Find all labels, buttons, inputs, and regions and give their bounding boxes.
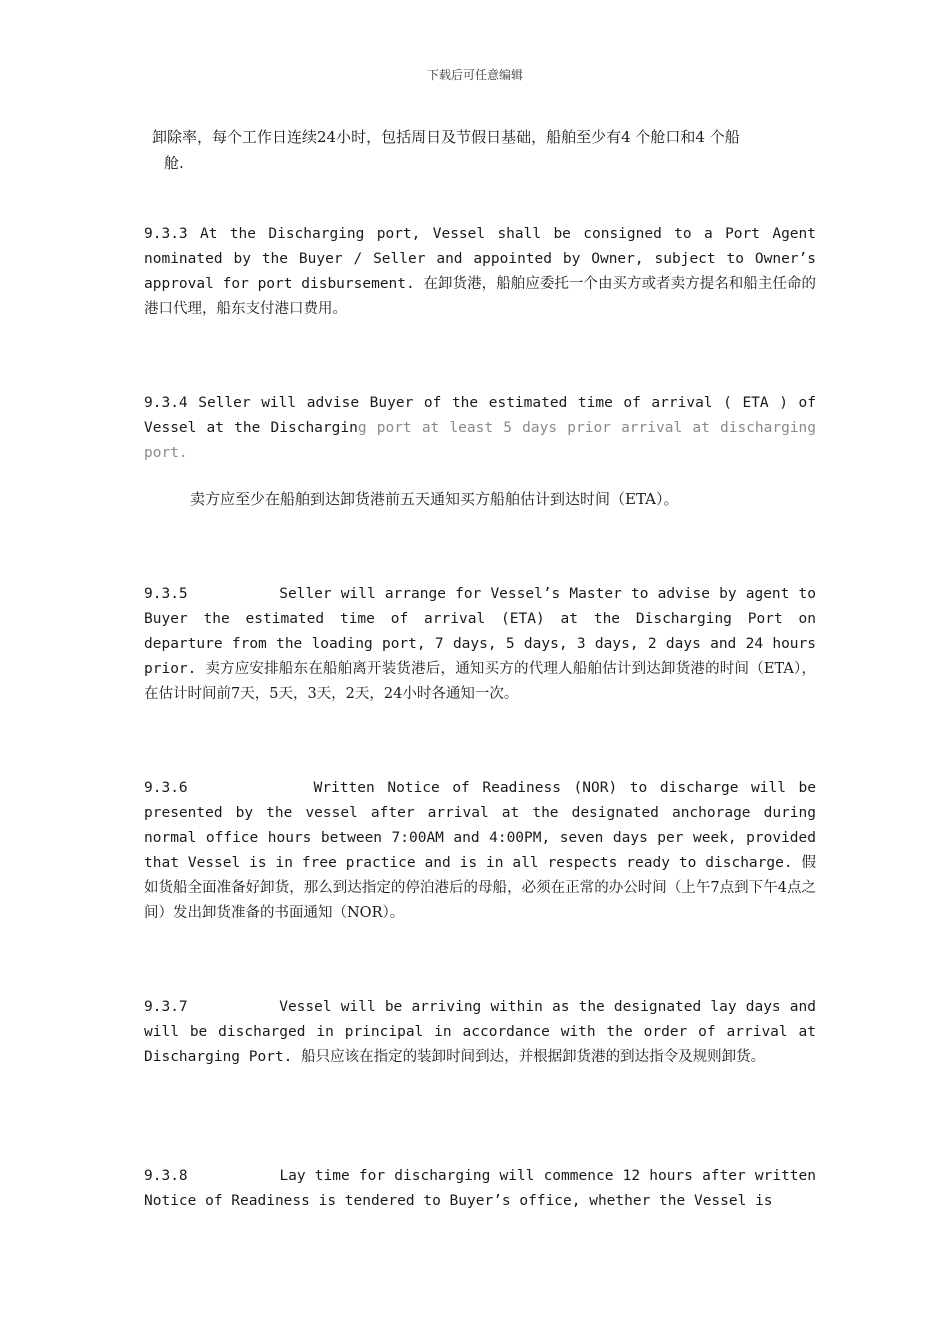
- intro-line-1: 卸除率，每个工作日连续24小时，包括周日及节假日基础，船舶至少有4 个舱口和4 个船: [152, 128, 740, 146]
- clause-number: 9.3.4: [144, 395, 188, 411]
- clause-number: 9.3.6: [144, 780, 188, 796]
- clause-text-cn: 船只应该在指定的装卸时间到达，并根据卸货港的到达指令及规则卸货。: [301, 1049, 766, 1065]
- clause-9-3-4-cn: 卖方应至少在船舶到达卸货港前五天通知买方船舶估计到达时间（ETA）。: [190, 490, 679, 508]
- page-header: 下载后可任意编辑: [426, 68, 523, 82]
- clause-9-3-4: [144, 391, 816, 466]
- clause-text-gray: g port at least 5 days prior arrival at discharging port.: [144, 420, 817, 461]
- clause-number: 9.3.5: [144, 586, 188, 602]
- clause-text-cn: 在卸货港，船舶应委托一个由买方或者卖方提名和船主任命的港口代理，船东支付港口费用。: [144, 276, 817, 317]
- intro-line-2: 舱.: [164, 154, 184, 172]
- clause-text: Vessel will be arriving within as the designated lay days and will be discharged in principal in accordance with the order of arrival at Discharging Port.: [144, 999, 825, 1065]
- intro-paragraph: [152, 124, 822, 176]
- clause-text: Lay time for discharging will commence 12 hours after written Notice of Readiness is tendered to Buyer’s office, whether the Vessel is: [144, 1168, 825, 1209]
- clause-number: 9.3.3: [144, 226, 188, 242]
- clause-9-3-3: [144, 222, 816, 322]
- clause-text-cn: 假如货船全面准备好卸货，那么到达指定的停泊港后的母船，必须在正常的办公时间（上午7点到下午4点之间）发出卸货准备的书面通知（NOR）。: [144, 855, 816, 921]
- clause-number: 9.3.7: [144, 999, 188, 1015]
- clause-9-3-6: [144, 776, 825, 926]
- clause-text: At the Discharging port, Vessel shall be consigned to a Port Agent nominated by the Buyer / Seller and appointed by Owner, subject to Owner’s approval for port disbursement.: [144, 226, 816, 292]
- clause-number: 9.3.8: [144, 1168, 188, 1184]
- clause-text: Written Notice of Readiness (NOR) to discharge will be presented by the vessel after arrival at the designated anchorage during normal office hours between 7:00AM and 4:00PM, seven days per week, provided that Vessel is in free practice and is in all respects ready to discharge.: [144, 780, 825, 871]
- clause-text-cn: 卖方应安排船东在船舶离开装货港后，通知买方的代理人船舶估计到达卸货港的时间（ETA），在估计时间前7天，5天，3天，2天，24小时各通知一次。: [144, 661, 816, 702]
- clause-9-3-8: [144, 1164, 825, 1214]
- clause-text: Seller will advise Buyer of the estimated time of arrival ( ETA ) of Vessel at the Dischargin: [144, 395, 816, 436]
- clause-9-3-5: [144, 582, 825, 707]
- clause-text: Seller will arrange for Vessel’s Master to advise by agent to Buyer the estimated time of arrival (ETA) at the Discharging Port on departure from the loading port, 7 days, 5 days, 3 days, 2 days and 24 hours prior.: [144, 586, 825, 677]
- clause-9-3-7: [144, 995, 825, 1070]
